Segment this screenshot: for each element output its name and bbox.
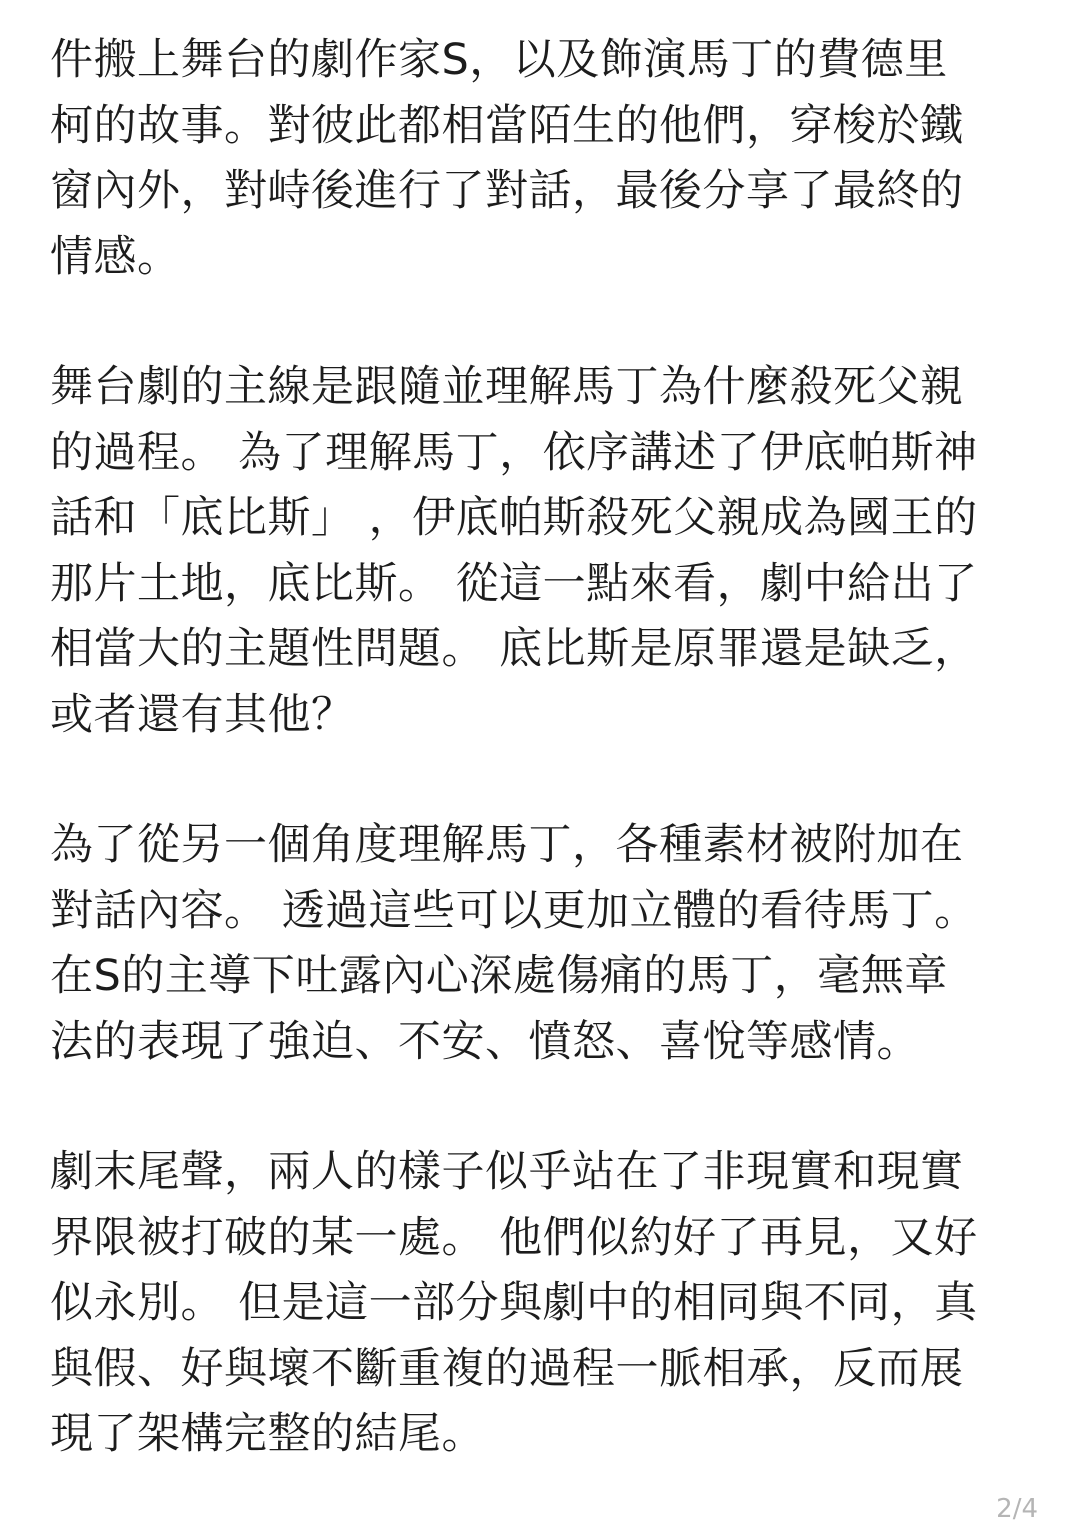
text-line: 法的表現了強迫、不安、憤怒、喜悅等感情。	[50, 1016, 920, 1067]
text-line: 相當大的主題性問題。 底比斯是原罪還是缺乏，	[50, 624, 978, 674]
text-line: 對話內容。 透過這些可以更加立體的看待馬丁。	[50, 885, 978, 936]
paragraph-3	[50, 813, 1040, 1075]
paragraph-4	[50, 1140, 1040, 1468]
text-line: 在S的主導下吐露內心深處傷痛的馬丁，毫無章	[50, 951, 948, 1001]
paragraph-2	[50, 355, 1040, 748]
text-line: 的過程。 為了理解馬丁，依序講述了伊底帕斯神	[50, 427, 978, 478]
paragraph-spacer	[50, 1075, 1040, 1140]
text-line: 柯的故事。對彼此都相當陌生的他們，穿梭於鐵	[50, 100, 964, 151]
text-line: 情感。	[50, 231, 181, 282]
text-line: 與假、好與壞不斷重複的過程一脈相承，反而展	[50, 1343, 964, 1394]
text-line: 舞台劇的主線是跟隨並理解馬丁為什麼殺死父親	[50, 362, 964, 412]
text-line: 那片土地，底比斯。 從這一點來看，劇中給出了	[50, 558, 978, 609]
paragraph-spacer	[50, 748, 1040, 813]
text-line: 似永別。 但是這一部分與劇中的相同與不同，真	[50, 1278, 978, 1328]
document-body	[50, 28, 1040, 1468]
text-line: 劇末尾聲，兩人的樣子似乎站在了非現實和現實	[50, 1147, 964, 1197]
text-line: 界限被打破的某一處。 他們似約好了再見，又好	[50, 1212, 978, 1263]
paragraph-1	[50, 28, 1040, 290]
text-line: 或者還有其他？	[50, 689, 355, 740]
text-line: 話和「底比斯」 ，伊底帕斯殺死父親成為國王的	[50, 493, 978, 543]
page-indicator: 2/4	[996, 1494, 1038, 1524]
text-line: 為了從另一個角度理解馬丁，各種素材被附加在	[50, 820, 964, 870]
text-line: 件搬上舞台的劇作家S，以及飾演馬丁的費德里	[50, 35, 948, 85]
text-line: 窗內外，對峙後進行了對話，最後分享了最終的	[50, 166, 964, 216]
text-line: 現了架構完整的結尾。	[50, 1409, 485, 1459]
paragraph-spacer	[50, 290, 1040, 355]
